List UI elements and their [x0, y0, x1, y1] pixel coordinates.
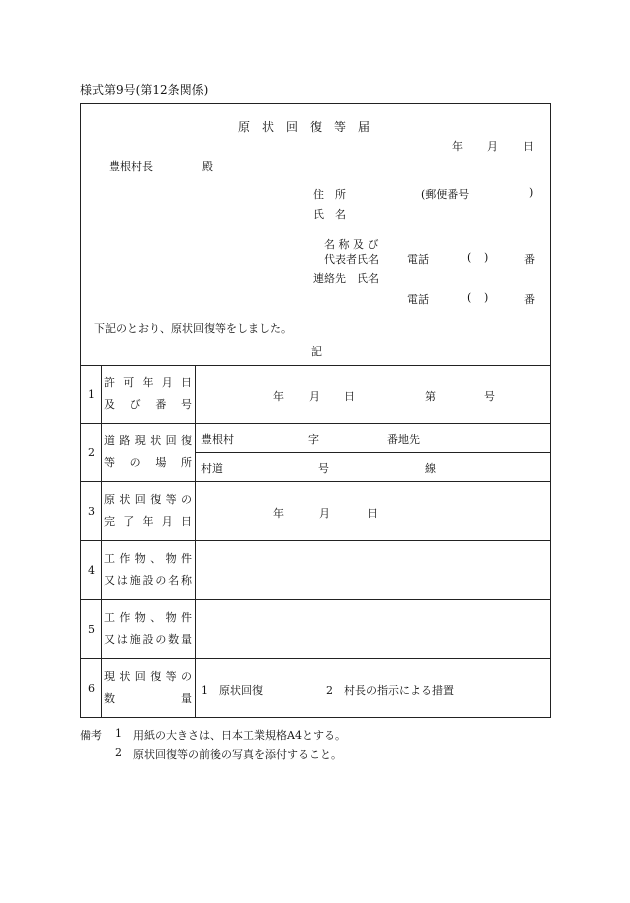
note-2-no: 2: [115, 746, 122, 759]
phone2-paren-close: ): [484, 291, 489, 304]
row-line-1: [80, 423, 551, 424]
row-5-label: [104, 607, 192, 651]
row-4-label-line2: 又は施設の名称: [104, 574, 192, 587]
row-1-label: [104, 372, 192, 416]
phone2-paren-open: (: [467, 291, 472, 304]
row-line-2a: [195, 452, 551, 453]
note-1-no: 1: [115, 727, 122, 740]
row-4-no: 4: [88, 564, 95, 577]
row-line-3: [80, 540, 551, 541]
row-2-aza: 字: [308, 433, 319, 446]
date-year: 年: [452, 140, 463, 153]
addressee: 豊根村長: [109, 160, 153, 173]
row-3-day: 日: [367, 507, 378, 520]
row-5-label-line2: 又は施設の数量: [104, 633, 192, 646]
date-day: 日: [523, 140, 534, 153]
row-line-4: [80, 599, 551, 600]
row-line-2: [80, 481, 551, 482]
row-2-line: 線: [425, 462, 436, 475]
date-line: [452, 138, 534, 154]
row-6-label-line2: [104, 688, 192, 710]
row-1-label-line2: 及び番号: [104, 398, 192, 411]
table-top-line: [80, 365, 551, 366]
ki-label: 記: [311, 345, 322, 358]
row-line-5: [80, 658, 551, 659]
row-3-label-line2: 完了年月日: [104, 515, 192, 528]
notes-label: 備考: [80, 729, 102, 742]
postal-close: ): [529, 186, 534, 199]
rep-label-2: 代表者氏名: [324, 253, 379, 266]
row-3-label: [104, 489, 192, 533]
form-title: 原 状 回 復 等 届: [238, 120, 371, 134]
row-2-banchi: 番地先: [387, 433, 420, 446]
statement: 下記のとおり、原状回復等をしました。: [94, 322, 292, 335]
row-6-option-1: 1 原状回復: [201, 684, 263, 697]
row-2-label-line1: 道路現状回復: [104, 434, 192, 447]
row-1-year: 年: [273, 390, 284, 403]
date-month: 月: [487, 140, 498, 153]
row-6-label: [104, 666, 192, 710]
postal-label: (郵便番号: [421, 188, 470, 201]
row-1-no: 1: [88, 388, 95, 401]
row-2-no: 2: [88, 446, 95, 459]
col-line-1: [101, 365, 102, 718]
phone-paren-close: ): [484, 251, 489, 264]
row-3-no: 3: [88, 505, 95, 518]
col-line-2: [195, 365, 196, 718]
form-header: 様式第9号(第12条関係): [80, 83, 209, 97]
note-2: 原状回復等の前後の写真を添付すること。: [133, 748, 342, 761]
row-3-month: 月: [319, 507, 330, 520]
honorific: 殿: [202, 160, 213, 173]
rep-label-1: 名 称 及 び: [324, 238, 379, 251]
row-1-go: 号: [484, 390, 495, 403]
row-6-label-su: 数: [104, 692, 115, 705]
row-5-no: 5: [88, 623, 95, 636]
row-4-label-line1: 工作物、物件: [104, 552, 192, 565]
note-1: 用紙の大きさは、日本工業規格A4とする。: [133, 729, 346, 742]
row-3-year: 年: [273, 507, 284, 520]
row-1-day: 日: [344, 390, 355, 403]
row-2-road: 村道: [201, 462, 223, 475]
row-2-label: [104, 430, 192, 474]
phone2-suffix: 番: [524, 293, 535, 306]
row-6-option-2: 2 村長の指示による措置: [326, 684, 454, 697]
address-label: 住 所: [313, 188, 346, 201]
phone-paren-open: (: [467, 251, 472, 264]
row-6-label-line1: 現状回復等の: [104, 670, 192, 683]
phone-label: 電話: [407, 253, 429, 266]
row-3-label-line1: 原状回復等の: [104, 493, 192, 506]
name-label: 氏 名: [313, 208, 346, 221]
row-2-road-no: 号: [318, 462, 329, 475]
contact-label: 連絡先 氏名: [313, 272, 379, 285]
row-1-dai: 第: [425, 390, 436, 403]
row-4-label: [104, 548, 192, 592]
row-2-village: 豊根村: [201, 433, 234, 446]
row-5-label-line1: 工作物、物件: [104, 611, 192, 624]
phone2-label: 電話: [407, 293, 429, 306]
row-6-label-ryo: 量: [181, 692, 192, 705]
phone-suffix: 番: [524, 253, 535, 266]
row-6-no: 6: [88, 682, 95, 695]
row-2-label-line2: 等の場所: [104, 456, 192, 469]
row-1-month: 月: [309, 390, 320, 403]
row-1-label-line1: 許可年月日: [104, 376, 192, 389]
